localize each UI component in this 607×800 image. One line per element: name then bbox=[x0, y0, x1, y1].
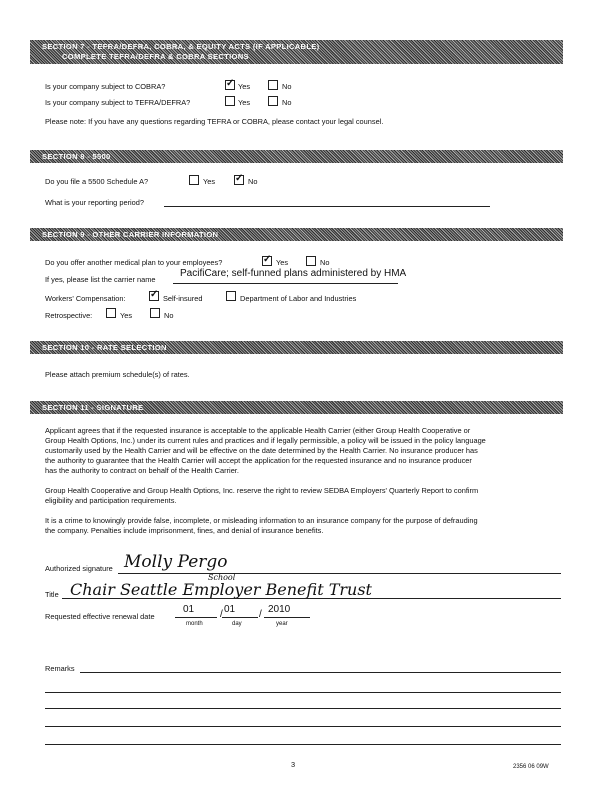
section-title: SECTION 7 - TEFRA/DEFRA, COBRA, & EQUITY ACTS (IF APPLICABLE) bbox=[42, 42, 320, 51]
cobra-yes-checkbox[interactable]: ✓ bbox=[226, 78, 235, 89]
carrier-name-label: If yes, please list the carrier name bbox=[45, 275, 156, 284]
agreement-line-2: Group Health Options, Inc.) under its current rules and practices and if legally permissible, a policy will be issued in the policy language bbox=[45, 436, 486, 445]
schedule-a-yes-checkbox[interactable] bbox=[189, 175, 199, 185]
agreement-line-1: Applicant agrees that if the requested insurance is acceptable to the applicable Health Carrier (either Group Health Cooperative or bbox=[45, 426, 471, 435]
workers-comp-label: Workers' Compensation: bbox=[45, 294, 126, 303]
agreement-line-4: the authority to guarantee that the Health Carrier will accept the application for the requested insurance and no insurance producer bbox=[45, 456, 472, 465]
fraud-warning-line-2: the company. Penalties include imprisonment, fines, and denial of insurance benefits. bbox=[45, 526, 324, 535]
effective-month-field[interactable] bbox=[175, 617, 217, 618]
year-caption: year bbox=[276, 621, 288, 627]
review-line-1: Group Health Cooperative and Group Health Options, Inc. reserve the right to review SEDBA Employers' Quarterly Report to confirm bbox=[45, 486, 479, 495]
fraud-warning-line-1: It is a crime to knowingly provide false, incomplete, or misleading information to an insurance company for the purpose of defrauding bbox=[45, 516, 478, 525]
page-number: 3 bbox=[291, 760, 296, 769]
remarks-label: Remarks bbox=[45, 664, 75, 673]
other-plan-yes-label: Yes bbox=[276, 258, 289, 267]
section-title: SECTION 11 - SIGNATURE bbox=[42, 403, 144, 412]
dept-labor-label: Department of Labor and Industries bbox=[240, 294, 357, 303]
tefra-yes-checkbox[interactable] bbox=[225, 96, 235, 106]
carrier-name-value: PacifiCare; self-funned plans administered by HMA bbox=[180, 268, 407, 279]
legal-note: Please note: If you have any questions regarding TEFRA or COBRA, please contact your legal counsel. bbox=[45, 117, 384, 126]
signature-label: Authorized signature bbox=[45, 564, 113, 573]
signature-field[interactable] bbox=[118, 573, 561, 574]
effective-day-value: 01 bbox=[224, 604, 236, 615]
agreement-line-5: has the authority to contract on behalf of the Health Carrier. bbox=[45, 466, 239, 475]
review-line-2: eligibility and participation requirements. bbox=[45, 496, 177, 505]
tefra-no-label: No bbox=[282, 98, 292, 107]
rate-schedule-note: Please attach premium schedule(s) of rates. bbox=[45, 370, 190, 379]
carrier-name-field[interactable] bbox=[173, 283, 398, 284]
remarks-line-5[interactable] bbox=[45, 744, 561, 745]
effective-year-value: 2010 bbox=[268, 604, 291, 615]
title-handwriting: Chair Seattle Employer Benefit Trust bbox=[70, 580, 372, 599]
other-plan-question: Do you offer another medical plan to your employees? bbox=[45, 258, 223, 267]
tefra-question: Is your company subject to TEFRA/DEFRA? bbox=[45, 98, 191, 107]
section-tefra-cobra-header bbox=[30, 40, 563, 64]
tefra-yes-label: Yes bbox=[238, 98, 251, 107]
remarks-line-2[interactable] bbox=[45, 692, 561, 693]
other-plan-yes-checkbox[interactable]: ✓ bbox=[263, 254, 272, 265]
agreement-line-3: customarily used by the Health Carrier and will be effective on the date determined by the Health Carrier. No insurance producer has bbox=[45, 446, 478, 455]
schedule-a-question: Do you file a 5500 Schedule A? bbox=[45, 177, 149, 186]
handwritten-signature: Molly Pergo bbox=[124, 552, 228, 572]
title-label: Title bbox=[45, 590, 59, 599]
dept-labor-checkbox[interactable] bbox=[226, 291, 236, 301]
month-caption: month bbox=[186, 621, 203, 627]
cobra-question: Is your company subject to COBRA? bbox=[45, 82, 166, 91]
title-field[interactable] bbox=[62, 598, 561, 599]
retro-yes-label: Yes bbox=[120, 311, 133, 320]
remarks-line-4[interactable] bbox=[45, 726, 561, 727]
remarks-line-3[interactable] bbox=[45, 708, 561, 709]
day-caption: day bbox=[232, 621, 242, 627]
self-insured-label: Self-insured bbox=[163, 294, 203, 303]
retrospective-label: Retrospective: bbox=[45, 311, 93, 320]
effective-date-label: Requested effective renewal date bbox=[45, 612, 155, 621]
schedule-a-yes-label: Yes bbox=[203, 177, 216, 186]
effective-month-value: 01 bbox=[183, 604, 195, 615]
reporting-period-field[interactable] bbox=[164, 206, 490, 207]
reporting-period-label: What is your reporting period? bbox=[45, 198, 145, 207]
schedule-a-no-checkbox[interactable]: ✓ bbox=[235, 173, 244, 184]
section-title: SECTION 8 - 5500 bbox=[42, 152, 111, 161]
section-other-carrier-header bbox=[30, 228, 563, 241]
retro-no-checkbox[interactable] bbox=[150, 308, 160, 318]
schedule-a-no-label: No bbox=[248, 177, 258, 186]
other-plan-no-label: No bbox=[320, 258, 330, 267]
cobra-no-label: No bbox=[282, 82, 292, 91]
remarks-line-1[interactable] bbox=[80, 672, 561, 673]
section-rate-selection-header bbox=[30, 341, 563, 354]
tefra-no-checkbox[interactable] bbox=[268, 96, 278, 106]
cobra-yes-label: Yes bbox=[238, 82, 251, 91]
title-insert-handwriting: School bbox=[208, 573, 236, 582]
section-title: SECTION 10 - RATE SELECTION bbox=[42, 343, 167, 352]
section-subtitle: COMPLETE TEFRA/DEFRA & COBRA SECTIONS bbox=[62, 52, 249, 61]
form-code: 2356 06 09W bbox=[513, 764, 549, 770]
date-separator-2: / bbox=[259, 609, 262, 620]
self-insured-checkbox[interactable]: ✓ bbox=[150, 289, 159, 300]
effective-year-field[interactable] bbox=[264, 617, 310, 618]
retro-no-label: No bbox=[164, 311, 174, 320]
section-5500-header bbox=[30, 150, 563, 163]
date-separator-1: / bbox=[220, 609, 223, 620]
effective-day-field[interactable] bbox=[222, 617, 258, 618]
section-title: SECTION 9 - OTHER CARRIER INFORMATION bbox=[42, 230, 219, 239]
section-signature-header bbox=[30, 401, 563, 414]
cobra-no-checkbox[interactable] bbox=[268, 80, 278, 90]
other-plan-no-checkbox[interactable] bbox=[306, 256, 316, 266]
retro-yes-checkbox[interactable] bbox=[106, 308, 116, 318]
